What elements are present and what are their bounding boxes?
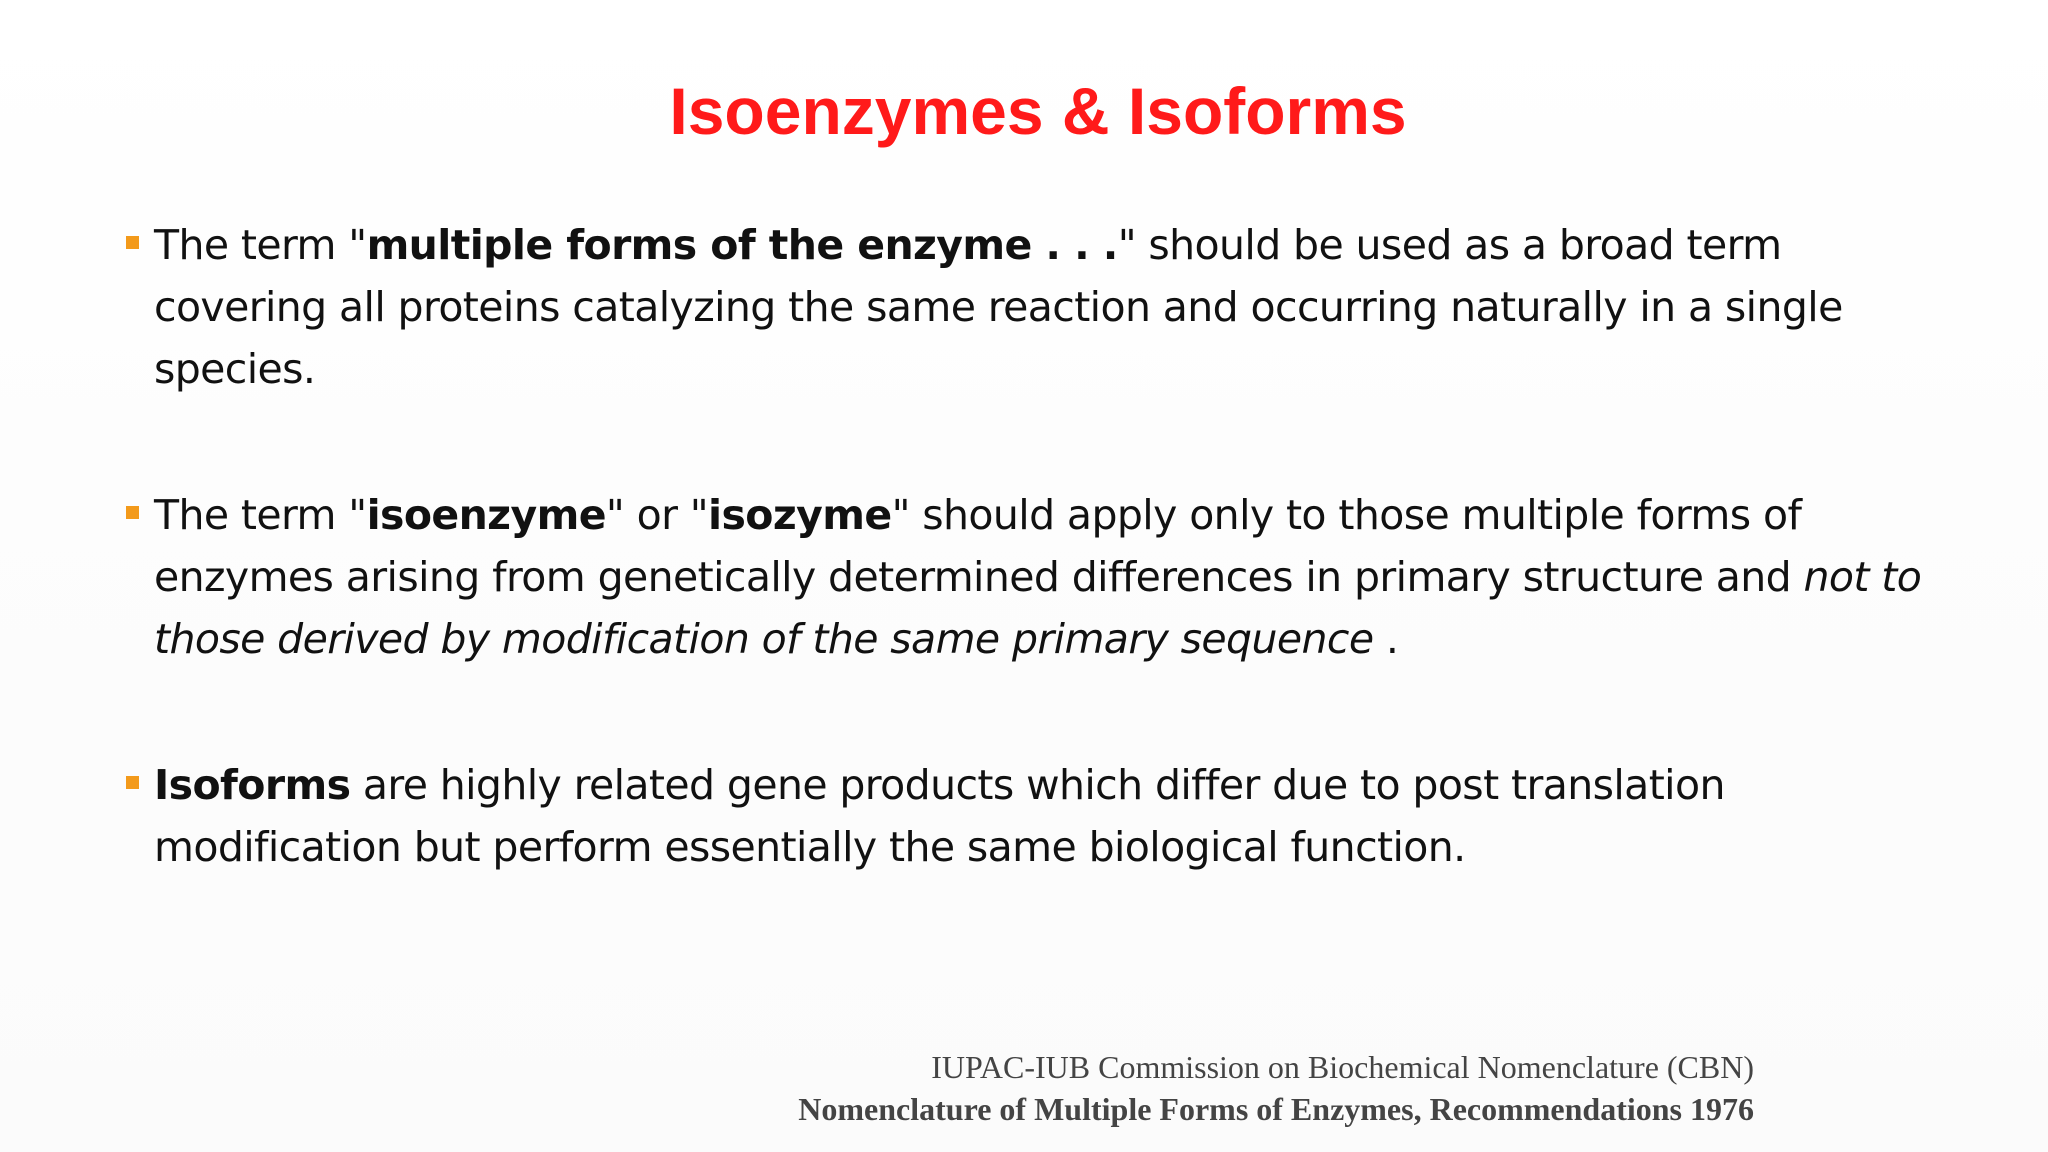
bullet-text-segment: Isoforms bbox=[154, 761, 351, 809]
bullet-text-segment: The term " bbox=[154, 491, 367, 539]
bullet-text-segment: " or " bbox=[605, 491, 709, 539]
bullet-list bbox=[120, 214, 1940, 962]
slide-title: Isoenzymes & Isoforms bbox=[669, 74, 1407, 148]
citation bbox=[798, 1046, 1754, 1130]
bullet-text-segment: isoenzyme bbox=[366, 491, 606, 539]
bullet-text-segment: " should be used as a broad term covering all proteins catalyzing the same reaction and occurring naturally in a single species. bbox=[154, 221, 1843, 393]
bullet-text-segment: . bbox=[1373, 615, 1399, 663]
bullet-text-segment: are highly related gene products which differ due to post translation modification but perform essentially the same biological function. bbox=[154, 761, 1725, 871]
bullet-item bbox=[120, 754, 1940, 878]
bullet-square-icon bbox=[126, 506, 139, 519]
bullet-square-icon bbox=[126, 236, 139, 249]
bullet-item bbox=[120, 484, 1940, 670]
bullet-text-segment: The term " bbox=[154, 221, 367, 269]
bullet-text-segment: isozyme bbox=[708, 491, 892, 539]
bullet-text bbox=[154, 491, 1921, 663]
bullet-text bbox=[154, 221, 1843, 393]
bullet-text-segment: not to those derived by modification of the same primary sequence bbox=[154, 553, 1922, 663]
bullet-text-segment: multiple forms of the enzyme . . . bbox=[366, 221, 1118, 269]
citation-line-2: Nomenclature of Multiple Forms of Enzymes, Recommendations 1976 bbox=[798, 1091, 1754, 1127]
bullet-text bbox=[154, 761, 1725, 871]
bullet-square-icon bbox=[126, 776, 139, 789]
citation-line-1: IUPAC-IUB Commission on Biochemical Nomenclature (CBN) bbox=[931, 1049, 1754, 1085]
bullet-text-segment: " should apply only to those multiple forms of enzymes arising from genetically determined differences in primary structure and bbox=[154, 491, 1804, 601]
bullet-item bbox=[120, 214, 1940, 400]
